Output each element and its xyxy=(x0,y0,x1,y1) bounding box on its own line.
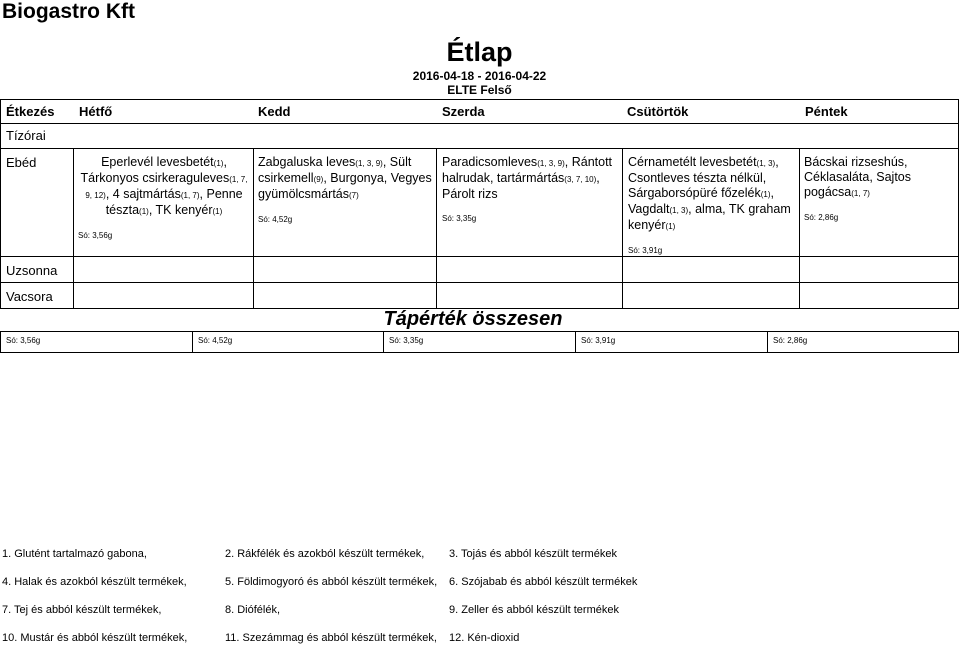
summary-salt-friday: Só: 2,86g xyxy=(773,336,808,345)
dish-name: , Rántott halrudak, tartármártás xyxy=(442,155,613,185)
summary-salt-tuesday: Só: 4,52g xyxy=(198,336,233,345)
legend-item: 4. Halak és azokból készült termékek, xyxy=(2,576,187,588)
dish-name: Eperlevél levesbetét xyxy=(101,155,214,169)
legend-item: 2. Rákfélék és azokból készült termékek, xyxy=(225,548,425,560)
allergen-codes: (1, 3) xyxy=(669,206,689,215)
header-friday: Péntek xyxy=(805,104,848,119)
dish-name: Paradicsomleves xyxy=(442,155,538,169)
row-label-tizorai: Tízórai xyxy=(6,128,46,143)
legend-item: 9. Zeller és abból készült termékek xyxy=(449,604,619,616)
legend-item: 12. Kén-dioxid xyxy=(449,632,520,644)
legend-item: 10. Mustár és abból készült termékek, xyxy=(2,632,188,644)
allergen-codes: (9) xyxy=(313,175,324,184)
summary-salt-monday: Só: 3,56g xyxy=(6,336,41,345)
allergen-codes: (1) xyxy=(760,190,771,199)
dish-name: Bácskai rizseshús, Céklasaláta, Sajtos pogácsa xyxy=(804,155,912,199)
date-range: 2016-04-18 - 2016-04-22 xyxy=(412,69,547,83)
legend-item: 5. Földimogyoró és abból készült termékek, xyxy=(225,576,438,588)
dish-text xyxy=(78,155,250,219)
dish-text xyxy=(258,155,432,203)
page-title: Étlap xyxy=(446,37,513,67)
salt-value: Só: 4,52g xyxy=(258,215,293,224)
legend-item: 11. Szezámmag és abból készült termékek, xyxy=(225,632,437,644)
header-meal: Étkezés xyxy=(6,104,55,119)
lunch-cell-tuesday xyxy=(258,155,432,227)
summary-salt-wednesday: Só: 3,35g xyxy=(389,336,424,345)
salt-value: Só: 3,56g xyxy=(78,231,113,240)
dish-name: , Sült csirkemell xyxy=(258,155,412,185)
legend-item: 3. Tojás és abból készült termékek xyxy=(449,548,617,560)
dish-text xyxy=(442,155,618,202)
summary-row xyxy=(0,331,959,353)
header-monday: Hétfő xyxy=(79,104,113,119)
allergen-codes: (1, 7) xyxy=(851,189,870,198)
summary-title: Tápérték összesen xyxy=(383,308,563,330)
location: ELTE Felső xyxy=(447,83,512,97)
allergen-codes: (3, 7, 10) xyxy=(564,175,597,184)
salt-value: Só: 3,91g xyxy=(628,246,663,255)
allergen-codes: (1, 3) xyxy=(756,159,776,168)
dish-name: Zabgaluska leves xyxy=(258,155,356,169)
salt-value: Só: 3,35g xyxy=(442,214,477,223)
legend-item: 8. Diófélék, xyxy=(225,604,281,616)
dish-text xyxy=(628,155,796,234)
allergen-codes: (7) xyxy=(349,191,359,200)
legend-item: 6. Szójabab és abból készült termékek xyxy=(449,576,638,588)
dish-name: , Tárkonyos csirkeraguleves xyxy=(80,155,230,185)
dish-name: , Párolt rizs xyxy=(442,171,600,201)
dish-name: , Burgonya, Vegyes gyümölcsmártás xyxy=(258,171,432,201)
allergen-codes: (1) xyxy=(213,159,224,168)
lunch-cell-thursday xyxy=(628,155,796,258)
lunch-cell-wednesday xyxy=(442,155,618,226)
dish-name: , 4 sajtmártás xyxy=(105,187,181,201)
allergen-codes: (1, 7, 9, 12) xyxy=(85,175,248,200)
dish-name: , Csontleves tészta nélkül, Sárgaborsópüré főzelék xyxy=(628,155,779,200)
allergen-codes: (1) xyxy=(212,207,223,216)
header-tuesday: Kedd xyxy=(258,104,291,119)
allergen-codes: (1, 7) xyxy=(180,191,200,200)
dish-name: , Penne tészta xyxy=(105,187,243,217)
row-label-ebed: Ebéd xyxy=(6,155,37,170)
summary-salt-thursday: Só: 3,91g xyxy=(581,336,616,345)
dish-text xyxy=(804,155,954,201)
legend-item: 7. Tej és abból készült termékek, xyxy=(2,604,162,616)
row-label-uzsonna: Uzsonna xyxy=(6,263,58,278)
dish-name: , alma, TK graham kenyér xyxy=(628,202,791,232)
lunch-cell-friday xyxy=(804,155,954,225)
allergen-codes: (1) xyxy=(139,207,149,216)
legend-item: 1. Glutént tartalmazó gabona, xyxy=(2,548,147,560)
dish-name: , Vagdalt xyxy=(628,186,774,216)
lunch-cell-monday xyxy=(78,155,250,243)
dish-name: Cérnametélt levesbetét xyxy=(628,155,757,169)
dish-name: , TK kenyér xyxy=(148,203,213,217)
salt-value: Só: 2,86g xyxy=(804,213,839,222)
allergen-codes: (1) xyxy=(665,222,676,231)
company-name: Biogastro Kft xyxy=(2,0,135,23)
allergen-codes: (1, 3, 9) xyxy=(537,159,565,168)
allergen-codes: (1, 3, 9) xyxy=(355,159,383,168)
row-label-vacsora: Vacsora xyxy=(6,289,53,304)
header-wednesday: Szerda xyxy=(442,104,485,119)
header-thursday: Csütörtök xyxy=(627,104,689,119)
